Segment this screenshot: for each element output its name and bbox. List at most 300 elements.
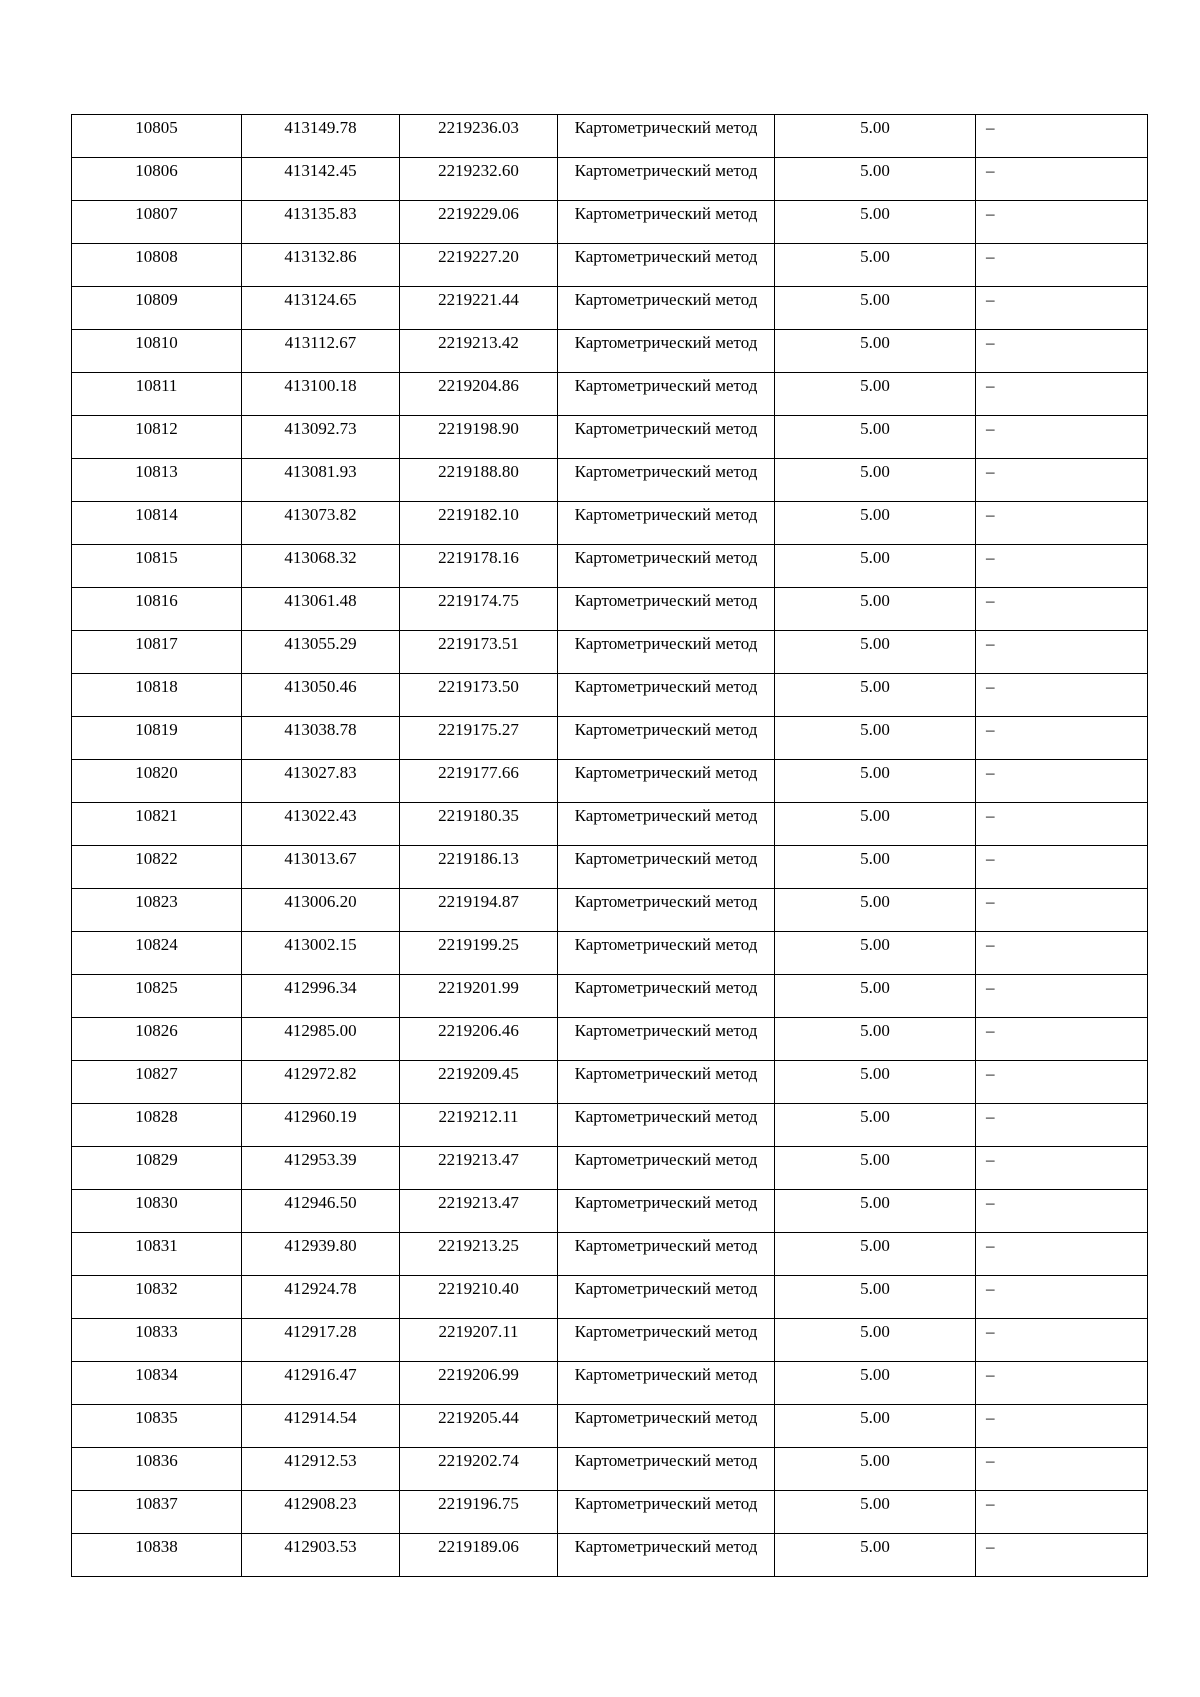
accuracy-cell-text: 5.00 <box>860 290 890 309</box>
x-coordinate-cell <box>242 502 400 545</box>
y-coordinate-cell-text: 2219213.25 <box>438 1236 519 1255</box>
x-coordinate-cell-text: 413061.48 <box>284 591 357 610</box>
x-coordinate-cell-text: 413002.15 <box>284 935 357 954</box>
accuracy-cell-text: 5.00 <box>860 1193 890 1212</box>
accuracy-cell <box>775 803 976 846</box>
point-number-cell <box>72 1405 242 1448</box>
y-coordinate-cell <box>400 1448 558 1491</box>
accuracy-cell <box>775 588 976 631</box>
point-number-cell-text: 10838 <box>135 1537 178 1556</box>
note-cell-text: – <box>986 1064 995 1083</box>
accuracy-cell-text: 5.00 <box>860 333 890 352</box>
x-coordinate-cell <box>242 1190 400 1233</box>
accuracy-cell-text: 5.00 <box>860 548 890 567</box>
y-coordinate-cell <box>400 115 558 158</box>
accuracy-cell <box>775 502 976 545</box>
y-coordinate-cell <box>400 1190 558 1233</box>
note-cell <box>976 545 1148 588</box>
method-cell-text: Картометрический метод <box>574 1322 758 1341</box>
accuracy-cell <box>775 459 976 502</box>
method-cell <box>558 760 775 803</box>
y-coordinate-cell <box>400 1405 558 1448</box>
point-number-cell-text: 10833 <box>135 1322 178 1341</box>
method-cell-text: Картометрический метод <box>574 1236 758 1255</box>
method-cell <box>558 1491 775 1534</box>
point-number-cell <box>72 975 242 1018</box>
accuracy-cell-text: 5.00 <box>860 1107 890 1126</box>
y-coordinate-cell-text: 2219221.44 <box>438 290 519 309</box>
table-row <box>72 1147 1148 1190</box>
y-coordinate-cell-text: 2219206.46 <box>438 1021 519 1040</box>
note-cell-text: – <box>986 1537 995 1556</box>
note-cell <box>976 287 1148 330</box>
point-number-cell-text: 10815 <box>135 548 178 567</box>
point-number-cell-text: 10807 <box>135 204 178 223</box>
method-cell-text: Картометрический метод <box>574 247 758 266</box>
accuracy-cell <box>775 373 976 416</box>
method-cell <box>558 1190 775 1233</box>
accuracy-cell-text: 5.00 <box>860 118 890 137</box>
accuracy-cell <box>775 545 976 588</box>
x-coordinate-cell-text: 413112.67 <box>284 333 357 352</box>
note-cell <box>976 674 1148 717</box>
note-cell <box>976 1534 1148 1577</box>
accuracy-cell <box>775 889 976 932</box>
accuracy-cell <box>775 201 976 244</box>
method-cell <box>558 1018 775 1061</box>
y-coordinate-cell-text: 2219194.87 <box>438 892 519 911</box>
y-coordinate-cell <box>400 631 558 674</box>
x-coordinate-cell-text: 413055.29 <box>284 634 357 653</box>
method-cell-text: Картометрический метод <box>574 333 758 352</box>
accuracy-cell <box>775 158 976 201</box>
y-coordinate-cell <box>400 1233 558 1276</box>
table-row <box>72 158 1148 201</box>
method-cell <box>558 717 775 760</box>
method-cell <box>558 545 775 588</box>
table-row <box>72 287 1148 330</box>
method-cell-text: Картометрический метод <box>574 1193 758 1212</box>
point-number-cell-text: 10812 <box>135 419 178 438</box>
x-coordinate-cell-text: 412946.50 <box>284 1193 357 1212</box>
accuracy-cell-text: 5.00 <box>860 1279 890 1298</box>
method-cell <box>558 502 775 545</box>
method-cell <box>558 932 775 975</box>
point-number-cell <box>72 244 242 287</box>
x-coordinate-cell-text: 412953.39 <box>284 1150 357 1169</box>
accuracy-cell-text: 5.00 <box>860 1236 890 1255</box>
point-number-cell-text: 10829 <box>135 1150 178 1169</box>
method-cell <box>558 631 775 674</box>
note-cell <box>976 588 1148 631</box>
accuracy-cell <box>775 1147 976 1190</box>
method-cell <box>558 287 775 330</box>
point-number-cell-text: 10836 <box>135 1451 178 1470</box>
x-coordinate-cell <box>242 1491 400 1534</box>
accuracy-cell <box>775 1534 976 1577</box>
note-cell <box>976 717 1148 760</box>
x-coordinate-cell <box>242 588 400 631</box>
y-coordinate-cell <box>400 459 558 502</box>
accuracy-cell-text: 5.00 <box>860 763 890 782</box>
method-cell <box>558 1104 775 1147</box>
method-cell <box>558 115 775 158</box>
method-cell-text: Картометрический метод <box>574 290 758 309</box>
y-coordinate-cell-text: 2219229.06 <box>438 204 519 223</box>
point-number-cell <box>72 287 242 330</box>
method-cell <box>558 1233 775 1276</box>
method-cell <box>558 1276 775 1319</box>
table-row <box>72 1190 1148 1233</box>
method-cell <box>558 674 775 717</box>
method-cell-text: Картометрический метод <box>574 634 758 653</box>
note-cell <box>976 631 1148 674</box>
accuracy-cell-text: 5.00 <box>860 1322 890 1341</box>
method-cell-text: Картометрический метод <box>574 806 758 825</box>
point-number-cell <box>72 1104 242 1147</box>
y-coordinate-cell <box>400 502 558 545</box>
note-cell <box>976 760 1148 803</box>
accuracy-cell-text: 5.00 <box>860 720 890 739</box>
y-coordinate-cell <box>400 588 558 631</box>
method-cell <box>558 1405 775 1448</box>
point-number-cell <box>72 932 242 975</box>
accuracy-cell <box>775 674 976 717</box>
note-cell-text: – <box>986 1021 995 1040</box>
table-row <box>72 674 1148 717</box>
method-cell-text: Картометрический метод <box>574 118 758 137</box>
x-coordinate-cell-text: 413149.78 <box>284 118 357 137</box>
point-number-cell-text: 10827 <box>135 1064 178 1083</box>
accuracy-cell-text: 5.00 <box>860 1408 890 1427</box>
table-row <box>72 545 1148 588</box>
note-cell-text: – <box>986 935 995 954</box>
point-number-cell-text: 10814 <box>135 505 178 524</box>
y-coordinate-cell <box>400 287 558 330</box>
note-cell <box>976 1104 1148 1147</box>
table-row <box>72 760 1148 803</box>
method-cell-text: Картометрический метод <box>574 1494 758 1513</box>
y-coordinate-cell <box>400 1362 558 1405</box>
x-coordinate-cell-text: 413006.20 <box>284 892 357 911</box>
accuracy-cell-text: 5.00 <box>860 1494 890 1513</box>
accuracy-cell <box>775 1104 976 1147</box>
y-coordinate-cell <box>400 1147 558 1190</box>
method-cell-text: Картометрический метод <box>574 1451 758 1470</box>
point-number-cell-text: 10824 <box>135 935 178 954</box>
table-row <box>72 631 1148 674</box>
accuracy-cell-text: 5.00 <box>860 161 890 180</box>
x-coordinate-cell-text: 413132.86 <box>284 247 357 266</box>
y-coordinate-cell <box>400 1491 558 1534</box>
table-row <box>72 717 1148 760</box>
table-row <box>72 1534 1148 1577</box>
note-cell <box>976 416 1148 459</box>
note-cell-text: – <box>986 333 995 352</box>
note-cell <box>976 373 1148 416</box>
accuracy-cell-text: 5.00 <box>860 634 890 653</box>
table-row <box>72 1061 1148 1104</box>
point-number-cell-text: 10810 <box>135 333 178 352</box>
method-cell-text: Картометрический метод <box>574 1408 758 1427</box>
x-coordinate-cell <box>242 1362 400 1405</box>
x-coordinate-cell <box>242 1448 400 1491</box>
method-cell-text: Картометрический метод <box>574 376 758 395</box>
note-cell-text: – <box>986 419 995 438</box>
x-coordinate-cell-text: 412939.80 <box>284 1236 357 1255</box>
x-coordinate-cell <box>242 1405 400 1448</box>
x-coordinate-cell-text: 412924.78 <box>284 1279 357 1298</box>
point-number-cell <box>72 373 242 416</box>
point-number-cell-text: 10821 <box>135 806 178 825</box>
accuracy-cell <box>775 1491 976 1534</box>
note-cell <box>976 932 1148 975</box>
note-cell <box>976 1061 1148 1104</box>
table-row <box>72 1233 1148 1276</box>
method-cell-text: Картометрический метод <box>574 204 758 223</box>
point-number-cell <box>72 1491 242 1534</box>
x-coordinate-cell <box>242 717 400 760</box>
y-coordinate-cell-text: 2219177.66 <box>438 763 519 782</box>
accuracy-cell-text: 5.00 <box>860 505 890 524</box>
point-number-cell <box>72 459 242 502</box>
y-coordinate-cell <box>400 244 558 287</box>
point-number-cell <box>72 674 242 717</box>
note-cell-text: – <box>986 1408 995 1427</box>
method-cell-text: Картометрический метод <box>574 462 758 481</box>
y-coordinate-cell-text: 2219206.99 <box>438 1365 519 1384</box>
note-cell-text: – <box>986 677 995 696</box>
point-number-cell <box>72 1018 242 1061</box>
accuracy-cell-text: 5.00 <box>860 1064 890 1083</box>
note-cell <box>976 1018 1148 1061</box>
y-coordinate-cell-text: 2219213.47 <box>438 1193 519 1212</box>
y-coordinate-cell-text: 2219178.16 <box>438 548 519 567</box>
y-coordinate-cell <box>400 674 558 717</box>
accuracy-cell <box>775 287 976 330</box>
x-coordinate-cell-text: 413038.78 <box>284 720 357 739</box>
method-cell <box>558 416 775 459</box>
accuracy-cell-text: 5.00 <box>860 892 890 911</box>
x-coordinate-cell <box>242 1534 400 1577</box>
x-coordinate-cell-text: 413124.65 <box>284 290 357 309</box>
point-number-cell <box>72 803 242 846</box>
note-cell-text: – <box>986 763 995 782</box>
method-cell <box>558 588 775 631</box>
y-coordinate-cell <box>400 717 558 760</box>
accuracy-cell <box>775 846 976 889</box>
accuracy-cell <box>775 1233 976 1276</box>
y-coordinate-cell-text: 2219236.03 <box>438 118 519 137</box>
point-number-cell-text: 10805 <box>135 118 178 137</box>
table-row <box>72 1319 1148 1362</box>
y-coordinate-cell-text: 2219207.11 <box>438 1322 519 1341</box>
point-number-cell-text: 10831 <box>135 1236 178 1255</box>
point-number-cell-text: 10837 <box>135 1494 178 1513</box>
point-number-cell <box>72 416 242 459</box>
point-number-cell <box>72 588 242 631</box>
method-cell-text: Картометрический метод <box>574 763 758 782</box>
note-cell-text: – <box>986 978 995 997</box>
method-cell <box>558 975 775 1018</box>
y-coordinate-cell <box>400 1104 558 1147</box>
method-cell <box>558 1448 775 1491</box>
y-coordinate-cell-text: 2219189.06 <box>438 1537 519 1556</box>
x-coordinate-cell <box>242 932 400 975</box>
x-coordinate-cell <box>242 1104 400 1147</box>
point-number-cell-text: 10806 <box>135 161 178 180</box>
table-row <box>72 1405 1148 1448</box>
note-cell-text: – <box>986 548 995 567</box>
y-coordinate-cell <box>400 158 558 201</box>
accuracy-cell-text: 5.00 <box>860 1150 890 1169</box>
x-coordinate-cell <box>242 760 400 803</box>
point-number-cell-text: 10811 <box>135 376 178 395</box>
accuracy-cell-text: 5.00 <box>860 462 890 481</box>
point-number-cell-text: 10817 <box>135 634 178 653</box>
note-cell-text: – <box>986 290 995 309</box>
point-number-cell <box>72 330 242 373</box>
note-cell <box>976 803 1148 846</box>
method-cell-text: Картометрический метод <box>574 1021 758 1040</box>
accuracy-cell <box>775 1405 976 1448</box>
table-row <box>72 502 1148 545</box>
note-cell-text: – <box>986 1107 995 1126</box>
y-coordinate-cell-text: 2219202.74 <box>438 1451 519 1470</box>
y-coordinate-cell-text: 2219213.42 <box>438 333 519 352</box>
point-number-cell <box>72 1147 242 1190</box>
note-cell <box>976 502 1148 545</box>
point-number-cell <box>72 115 242 158</box>
x-coordinate-cell <box>242 545 400 588</box>
method-cell-text: Картометрический метод <box>574 849 758 868</box>
note-cell-text: – <box>986 1236 995 1255</box>
y-coordinate-cell-text: 2219196.75 <box>438 1494 519 1513</box>
note-cell-text: – <box>986 1322 995 1341</box>
x-coordinate-cell <box>242 674 400 717</box>
x-coordinate-cell-text: 412917.28 <box>284 1322 357 1341</box>
x-coordinate-cell-text: 412985.00 <box>284 1021 357 1040</box>
table-row <box>72 1491 1148 1534</box>
note-cell <box>976 889 1148 932</box>
accuracy-cell-text: 5.00 <box>860 1021 890 1040</box>
y-coordinate-cell <box>400 1061 558 1104</box>
note-cell-text: – <box>986 1193 995 1212</box>
y-coordinate-cell-text: 2219173.51 <box>438 634 519 653</box>
note-cell-text: – <box>986 376 995 395</box>
table-row <box>72 1362 1148 1405</box>
table-row <box>72 330 1148 373</box>
point-number-cell <box>72 502 242 545</box>
method-cell <box>558 330 775 373</box>
table-row <box>72 115 1148 158</box>
note-cell-text: – <box>986 204 995 223</box>
point-number-cell-text: 10828 <box>135 1107 178 1126</box>
note-cell-text: – <box>986 634 995 653</box>
point-number-cell-text: 10826 <box>135 1021 178 1040</box>
method-cell-text: Картометрический метод <box>574 1365 758 1384</box>
note-cell <box>976 158 1148 201</box>
method-cell-text: Картометрический метод <box>574 677 758 696</box>
note-cell-text: – <box>986 806 995 825</box>
accuracy-cell-text: 5.00 <box>860 677 890 696</box>
note-cell-text: – <box>986 1279 995 1298</box>
x-coordinate-cell-text: 412912.53 <box>284 1451 357 1470</box>
table-row <box>72 932 1148 975</box>
note-cell <box>976 975 1148 1018</box>
x-coordinate-cell-text: 413022.43 <box>284 806 357 825</box>
note-cell <box>976 846 1148 889</box>
x-coordinate-cell-text: 412972.82 <box>284 1064 357 1083</box>
y-coordinate-cell <box>400 1319 558 1362</box>
point-number-cell-text: 10830 <box>135 1193 178 1212</box>
point-number-cell-text: 10823 <box>135 892 178 911</box>
x-coordinate-cell <box>242 1061 400 1104</box>
note-cell <box>976 330 1148 373</box>
y-coordinate-cell-text: 2219213.47 <box>438 1150 519 1169</box>
method-cell <box>558 244 775 287</box>
point-number-cell <box>72 1190 242 1233</box>
y-coordinate-cell-text: 2219173.50 <box>438 677 519 696</box>
point-number-cell-text: 10818 <box>135 677 178 696</box>
point-number-cell-text: 10813 <box>135 462 178 481</box>
table-row <box>72 201 1148 244</box>
accuracy-cell <box>775 631 976 674</box>
point-number-cell <box>72 631 242 674</box>
point-number-cell-text: 10820 <box>135 763 178 782</box>
x-coordinate-cell-text: 412908.23 <box>284 1494 357 1513</box>
note-cell <box>976 1276 1148 1319</box>
y-coordinate-cell <box>400 1534 558 1577</box>
note-cell-text: – <box>986 892 995 911</box>
table-row <box>72 416 1148 459</box>
method-cell <box>558 459 775 502</box>
point-number-cell-text: 10825 <box>135 978 178 997</box>
note-cell-text: – <box>986 849 995 868</box>
accuracy-cell-text: 5.00 <box>860 376 890 395</box>
y-coordinate-cell <box>400 760 558 803</box>
y-coordinate-cell <box>400 1018 558 1061</box>
accuracy-cell <box>775 1362 976 1405</box>
method-cell-text: Картометрический метод <box>574 1279 758 1298</box>
point-number-cell <box>72 1448 242 1491</box>
method-cell-text: Картометрический метод <box>574 720 758 739</box>
y-coordinate-cell <box>400 545 558 588</box>
note-cell-text: – <box>986 1494 995 1513</box>
point-number-cell-text: 10835 <box>135 1408 178 1427</box>
note-cell <box>976 1405 1148 1448</box>
y-coordinate-cell-text: 2219186.13 <box>438 849 519 868</box>
point-number-cell <box>72 1276 242 1319</box>
table-row <box>72 1104 1148 1147</box>
y-coordinate-cell <box>400 846 558 889</box>
table-row <box>72 846 1148 889</box>
point-number-cell <box>72 1534 242 1577</box>
y-coordinate-cell <box>400 975 558 1018</box>
y-coordinate-cell-text: 2219209.45 <box>438 1064 519 1083</box>
y-coordinate-cell-text: 2219227.20 <box>438 247 519 266</box>
table-row <box>72 373 1148 416</box>
method-cell-text: Картометрический метод <box>574 591 758 610</box>
x-coordinate-cell <box>242 287 400 330</box>
accuracy-cell <box>775 932 976 975</box>
x-coordinate-cell-text: 412996.34 <box>284 978 357 997</box>
x-coordinate-cell-text: 413013.67 <box>284 849 357 868</box>
accuracy-cell-text: 5.00 <box>860 591 890 610</box>
note-cell-text: – <box>986 118 995 137</box>
x-coordinate-cell <box>242 115 400 158</box>
x-coordinate-cell <box>242 158 400 201</box>
